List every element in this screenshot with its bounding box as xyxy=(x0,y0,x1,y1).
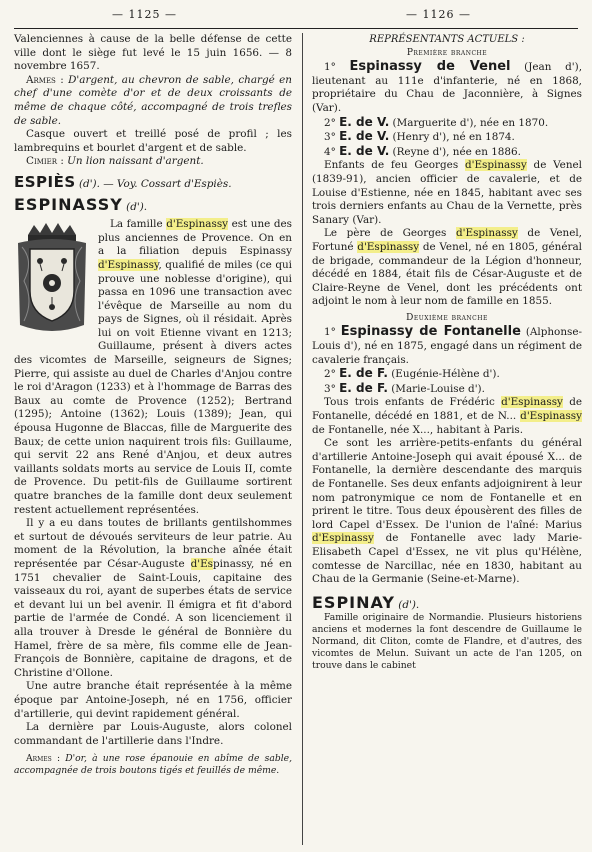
highlighted-name: d'Espinassy xyxy=(501,396,563,409)
entry-espinay-name: ESPINAY xyxy=(312,592,395,612)
heir-short-name: E. de V. xyxy=(339,143,390,158)
armes-espies-paragraph xyxy=(14,74,292,128)
text-span: (Henry d'), né en 1874. xyxy=(389,131,515,144)
heir-short-name: E. de F. xyxy=(339,366,388,381)
armes-espinassy-paragraph xyxy=(14,753,292,777)
espinassy-paragraph-2 xyxy=(14,517,292,680)
heir-3-venel xyxy=(312,130,582,145)
text-span: (Jean d'), lieutenant au 111e d'infanterie, né en 1868, propriétaire du Chau de Jaconnière, à Signes (Var). xyxy=(312,61,582,114)
text-span: La famille xyxy=(110,218,167,231)
highlighted-name: d'Espinassy xyxy=(166,218,229,231)
fontanelle-paragraph-2 xyxy=(312,437,582,587)
armes-text: D'argent, au chevron de sable, chargé en chef d'une comète d'or et de deux croissants de même de chaque côté, accompagné de trois trefles de sable. xyxy=(14,73,292,127)
column-divider xyxy=(302,33,303,845)
text-span: de Venel, Fortuné xyxy=(312,227,582,253)
heir-number: 3° xyxy=(324,382,340,395)
text-span: Il y a eu dans toutes de brillants gentilshommes et surtout de dévoués serviteurs de leur patrie. Au moment de la Révolution, la branche aînée était représentée par César-Auguste xyxy=(14,517,292,570)
highlighted-name: d'Es xyxy=(190,557,214,570)
entry-espinay-particle: (d'). xyxy=(398,598,420,611)
heir-number: 3° xyxy=(324,131,340,144)
heir-short-name: E. de F. xyxy=(339,380,388,395)
entry-espies-ref: — Voy. Cossart d'Espiès. xyxy=(103,177,232,190)
cimier-label: Cimier : xyxy=(26,155,64,168)
text-span: (Alphonse-Louis d'), né en 1875, engagé dans un régiment de cavalerie français. xyxy=(312,326,582,366)
entry-espinassy xyxy=(14,194,292,215)
entry-espies-particle: (d'). xyxy=(79,177,100,190)
coat-of-arms-image xyxy=(14,221,90,341)
heir-number: 1° xyxy=(324,61,350,74)
casque-paragraph: Casque ouvert et treillé posé de profil ; les lambrequins et bourlet d'argent et de sable. xyxy=(14,128,292,154)
representants-title: REPRÉSENTANTS ACTUELS : xyxy=(369,34,525,45)
venel-paragraph-2 xyxy=(312,227,582,309)
entry-espinay xyxy=(312,592,582,613)
heir-2-venel xyxy=(312,116,582,131)
text-span: de Fontanelle avec lady Marie-Elisabeth Capel d'Essex, ne vit plus qu'Hélène, comtesse de Narcillac, née en 1830, habitant au Chau de la Germanie (Seine-et-Marne). xyxy=(312,532,582,586)
heir-number: 4° xyxy=(324,145,340,158)
text-span: Ce sont les arrière-petits-enfants du général d'artillerie Antoine-Joseph qui avait épousé X... de Fontanelle, la dernière descendante des marquis de Fontanelle. Ses deux enfants adjoignirent à leur nom patronymique ce nom de Fontanelle et en prirent le titre. Tous deux épousèrent des filles de lord Capel d'Essex. De l'union de l'aîné: Marius xyxy=(312,437,582,531)
armes-text: D'or, à une rose épanouie en abîme de sable, accompagnée de trois boutons tigés et feuillés de même. xyxy=(14,753,292,777)
heir-name: Espinassy de Venel xyxy=(349,59,511,75)
text-span: est une des plus anciennes de Provence. On en a la filiation depuis Espinassy xyxy=(98,218,292,258)
entry-espinassy-name: ESPINASSY xyxy=(14,194,123,214)
highlighted-name: d'Espinassy xyxy=(312,532,374,545)
text-span: (Reyne d'), née en 1886. xyxy=(389,145,521,158)
armes-label: Armes : xyxy=(26,73,64,86)
highlighted-name: d'Espinassy xyxy=(520,410,582,423)
header-rule xyxy=(14,28,578,29)
heir-3-fontanelle xyxy=(312,382,582,397)
heir-number: 1° xyxy=(324,326,341,339)
highlighted-name: d'Espinassy xyxy=(464,159,527,172)
right-column xyxy=(312,33,582,672)
heir-short-name: E. de V. xyxy=(339,129,390,144)
heir-number: 2° xyxy=(324,368,340,381)
coat-of-arms-icon xyxy=(14,221,90,341)
espinay-paragraph: Famille originaire de Normandie. Plusieurs historiens anciens et modernes la font descendre de Guillaume le Normand, dit Cliton, comte de Flandre, et d'autres, des vicomtes de Melun. Suivant un acte de l'an 1205, on trouve dans le cabinet xyxy=(312,612,582,672)
heir-2-fontanelle xyxy=(312,367,582,382)
cimier-paragraph xyxy=(14,155,292,169)
intro-paragraph: Valenciennes à cause de la belle défense de cette ville dont le siège fut levé le 15 juin 1656. — 8 novembre 1657. xyxy=(14,33,292,73)
fontanelle-paragraph-1 xyxy=(312,396,582,437)
text-span: de Fontanelle, née X..., habitant à Paris. xyxy=(312,423,524,436)
heir-number: 2° xyxy=(324,116,340,129)
text-span: Tous trois enfants de Frédéric xyxy=(324,396,502,409)
text-span: (Eugénie-Hélène d'). xyxy=(387,368,500,381)
espinassy-paragraph-4: La dernière par Louis-Auguste, alors colonel commandant de l'artillerie dans l'Indre. xyxy=(14,721,292,747)
text-span: Le père de Georges xyxy=(324,227,456,240)
text-span: , qualifié de miles (ce qui prouve une noblesse d'origine), qui passa en 1096 une transaction avec l'évêque de Marseille au nom du pays de Signes, où il résidait. Après lui on voit Etienne vivant en 1213; Guillaume, présent à divers actes des vicomtes de Marseille, seigneurs de Signes; Pierre, qui assiste au duel de Charles d'Anjou contre le roi d'Aragon (1233) et à l'hommage de Barras des Baux au comte de Provence (1252); Bertrand (1295); Antoine (1362); Louis (1389); Jean, qui épousa Hugonne de Blaccas, fille de Marguerite des Baux; de cette union naquirent trois fils: Guillaume, qui servit 22 ans René d'Anjou, et deux autres vaillants soldats morts au service de Louis II, comte de Provence. Du petit-fils de Guillaume sortirent quatre branches de la famille dont deux seulement restent actuellement représentées. xyxy=(14,258,292,516)
branch-heading-2: Deuxième branche xyxy=(406,312,488,323)
highlighted-name: d'Espinassy xyxy=(455,227,518,240)
armes-label: Armes : xyxy=(26,753,61,765)
espinassy-paragraph-3: Une autre branche était représentée à la même époque par Antoine-Joseph, né en 1756, officier d'artillerie, qui devint rapidement général. xyxy=(14,680,292,720)
entry-espies-name: ESPIÈS xyxy=(14,172,76,191)
text-span: de Venel, né en 1805, général de brigade, commandeur de la Légion d'honneur, décédé en 1884, était fils de César-Auguste et de Claire-Reyne de Venel, dont les précédents ont adjoint le nom à leur nom de famille en 1855. xyxy=(312,240,582,308)
text-span: de Fontanelle, décédé en 1881, et de N... xyxy=(312,396,583,423)
left-column xyxy=(14,33,292,777)
heir-1-venel xyxy=(312,60,582,115)
entry-espies xyxy=(14,172,292,192)
heir-4-venel xyxy=(312,145,582,160)
text-span: (Marguerite d'), née en 1870. xyxy=(389,116,549,129)
heir-1-fontanelle xyxy=(312,325,582,367)
entry-espinassy-particle: (d'). xyxy=(126,200,148,213)
highlighted-name: d'Espinassy xyxy=(357,240,420,253)
highlighted-name: d'Espinassy xyxy=(98,258,159,271)
heir-short-name: E. de V. xyxy=(339,114,390,129)
page-number-left: — 1125 — xyxy=(112,8,177,21)
cimier-text: Un lion naissant d'argent. xyxy=(67,155,204,168)
page-number-right: — 1126 — xyxy=(406,8,471,21)
heir-name: Espinassy de Fontanelle xyxy=(340,324,521,340)
text-span: pinassy, né en 1751 chevalier de Saint-Louis, capitaine des vaisseaux du roi, ayant de superbes états de service et devant lui un bel avenir. Il émigra et fit d'abord partie de l'armée de Condé. A son licenciement il alla trouver à Dresde le général de Bonnière du Hamel, frère de sa mère, fils comme elle de Jean-François de Bonnière, capitaine de dragons, et de Christine d'Ollone. xyxy=(14,557,292,679)
text-span: de Venel (1839-91), ancien officier de cavalerie, et de Louise d'Estienne, née en 1845, habitant avec ses trois derniers enfants au Chau de la Vernette, près Sanary (Var). xyxy=(312,159,582,226)
text-span: (Marie-Louise d'). xyxy=(387,382,485,395)
branch-heading-1: Première branche xyxy=(406,47,488,58)
text-span: Enfants de feu Georges xyxy=(324,159,465,172)
venel-paragraph-1 xyxy=(312,159,582,227)
